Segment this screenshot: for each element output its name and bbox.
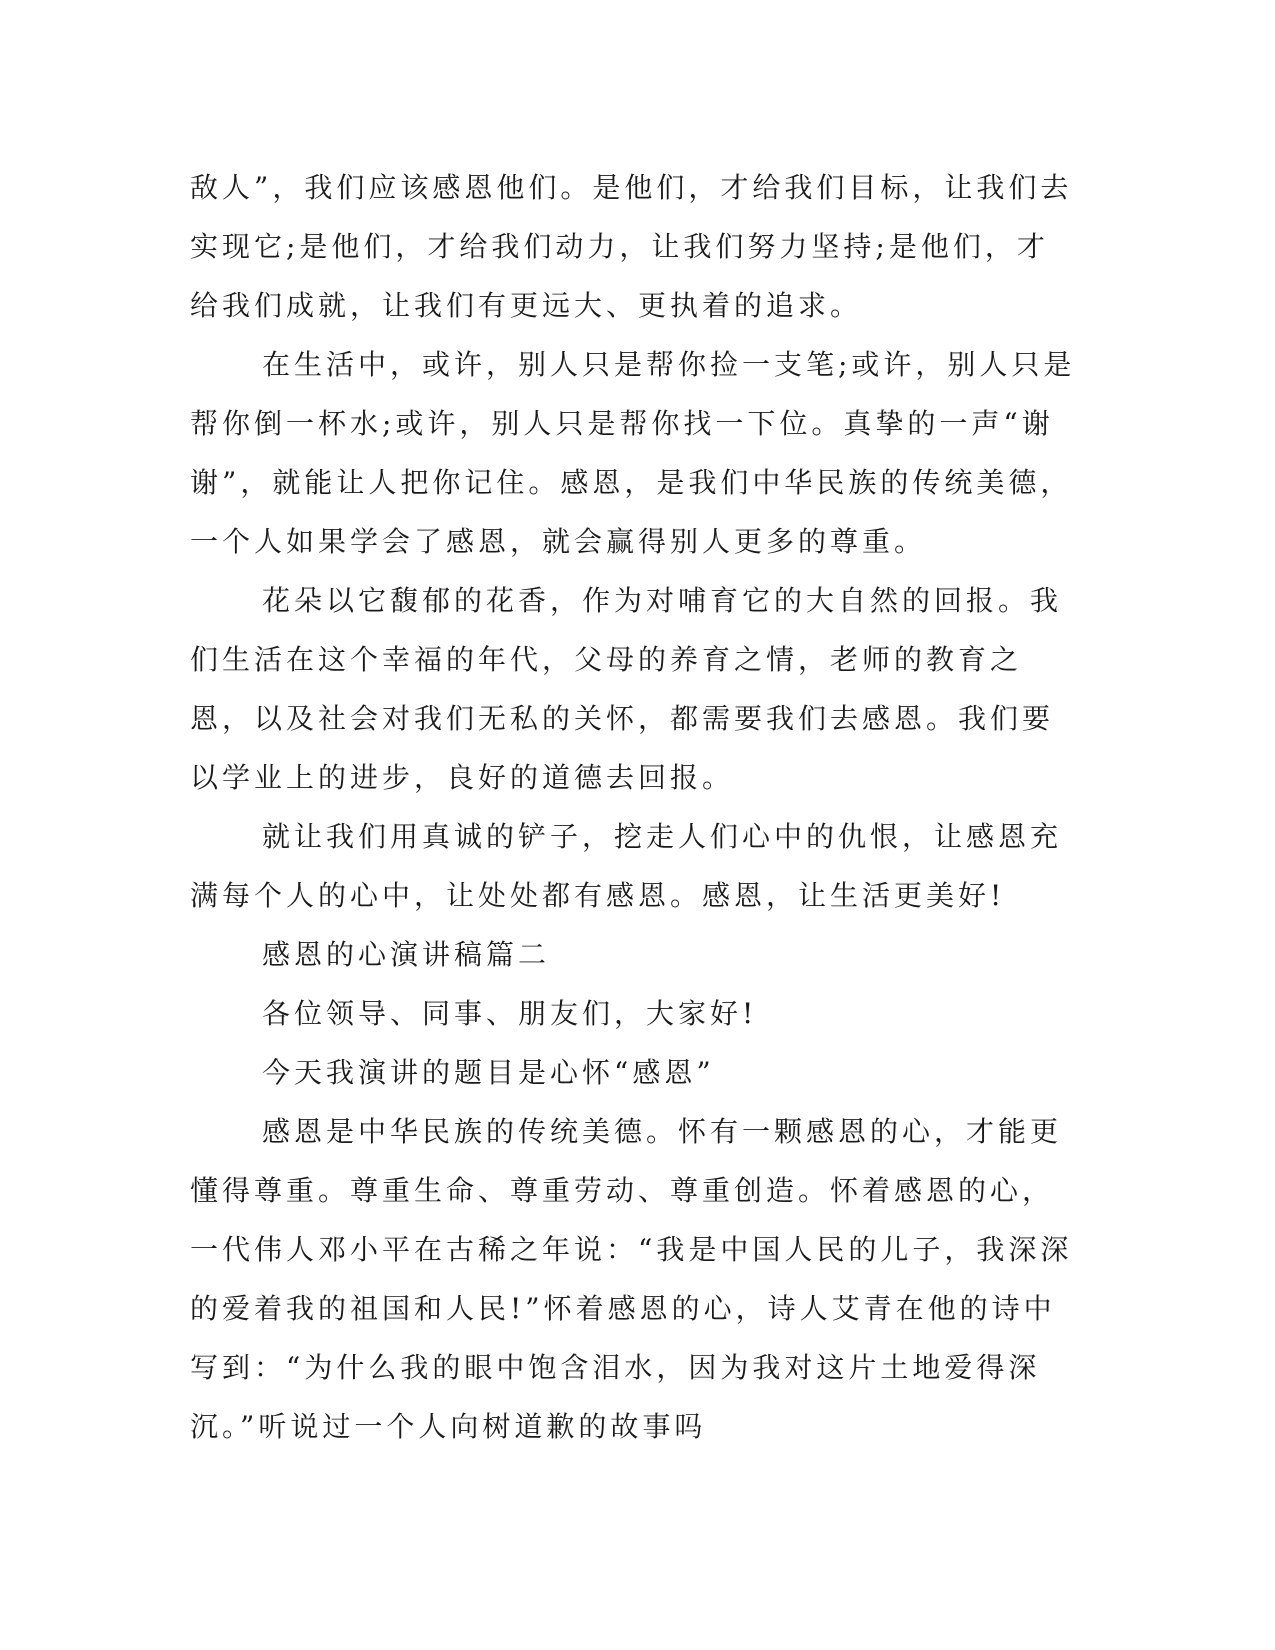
section-heading: 感恩的心演讲稿篇二 — [262, 938, 551, 971]
paragraph-3: 花朵以它馥郁的花香，作为对哺育它的大自然的回报。我们生活在这个幸福的年代，父母的养育之情，老师的教育之恩，以及社会对我们无私的关怀，都需要我们去感恩。我们要以学业上的进步，良好的道德去回报。 — [190, 584, 1063, 794]
paragraph-1: 敌人”，我们应该感恩他们。是他们，才给我们目标，让我们去实现它;是他们，才给我们动力，让我们努力坚持;是他们，才给我们成就，让我们有更远大、更执着的追求。 — [190, 171, 1073, 322]
paragraph-8: 感恩是中华民族的传统美德。怀有一颗感恩的心，才能更懂得尊重。尊重生命、尊重劳动、尊重创造。怀着感恩的心，一代伟人邓小平在古稀之年说：“我是中国人民的儿子，我深深的爱着我的祖国和人民!”怀着感恩的心，诗人艾青在他的诗中写到：“为什么我的眼中饱含泪水，因为我对这片土地爱得深沉。”听说过一个人向树道歉的故事吗 — [190, 1115, 1073, 1443]
paragraph-2: 在生活中，或许，别人只是帮你捡一支笔;或许，别人只是帮你倒一杯水;或许，别人只是帮你找一下位。真挚的一声“谢谢”，就能让人把你记住。感恩，是我们中华民族的传统美德，一个人如果学会了感恩，就会赢得别人更多的尊重。 — [190, 348, 1076, 558]
paragraph-4: 就让我们用真诚的铲子，挖走人们心中的仇恨，让感恩充满每个人的心中，让处处都有感恩。感恩，让生活更美好! — [190, 820, 1063, 912]
document-body — [190, 158, 1080, 1456]
speech-topic: 今天我演讲的题目是心怀“感恩” — [262, 1056, 715, 1089]
greeting: 各位领导、同事、朋友们，大家好! — [262, 997, 758, 1030]
